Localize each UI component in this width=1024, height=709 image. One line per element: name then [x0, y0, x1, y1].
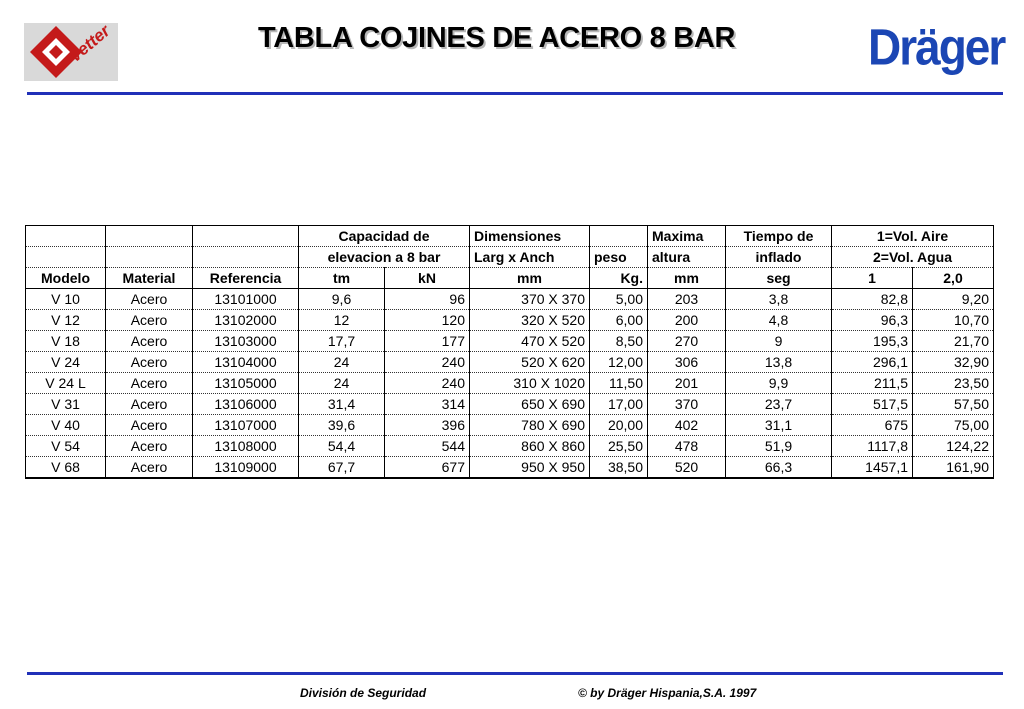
cell-vol-water: 161,90: [913, 457, 994, 479]
header-vol-2: 2,0: [913, 268, 994, 289]
header-height-mm: mm: [648, 268, 726, 289]
drager-logo: Dräger: [868, 18, 1005, 76]
cell-kn: 120: [385, 310, 470, 331]
cell-weight: 11,50: [590, 373, 648, 394]
header-capacity: Capacidad de: [299, 226, 470, 247]
footer-division: División de Seguridad: [300, 686, 427, 700]
cell-reference: 13107000: [193, 415, 299, 436]
cell-height: 370: [648, 394, 726, 415]
cell-vol-water: 32,90: [913, 352, 994, 373]
cell-vol-water: 75,00: [913, 415, 994, 436]
table-row: [26, 436, 994, 457]
header-volume-air: 1=Vol. Aire: [832, 226, 994, 247]
cell-weight: 8,50: [590, 331, 648, 352]
header-weight: peso: [590, 247, 648, 268]
cell-vol-water: 21,70: [913, 331, 994, 352]
header-cell: [106, 247, 193, 268]
cell-time: 31,1: [726, 415, 832, 436]
header-mm: mm: [470, 268, 590, 289]
cell-weight: 17,00: [590, 394, 648, 415]
cell-reference: 13105000: [193, 373, 299, 394]
cell-model: V 12: [26, 310, 106, 331]
table-row: [26, 394, 994, 415]
table-row: [26, 415, 994, 436]
cell-tm: 24: [299, 373, 385, 394]
cell-reference: 13101000: [193, 289, 299, 310]
cell-vol-air: 296,1: [832, 352, 913, 373]
header-kg: Kg.: [590, 268, 648, 289]
cell-vol-water: 57,50: [913, 394, 994, 415]
cell-tm: 31,4: [299, 394, 385, 415]
cell-reference: 13104000: [193, 352, 299, 373]
cell-height: 520: [648, 457, 726, 479]
top-divider: [27, 92, 1003, 95]
cell-model: V 18: [26, 331, 106, 352]
cell-reference: 13102000: [193, 310, 299, 331]
cell-time: 9,9: [726, 373, 832, 394]
cell-material: Acero: [106, 415, 193, 436]
cell-model: V 68: [26, 457, 106, 479]
cell-dimensions: 320 X 520: [470, 310, 590, 331]
cell-material: Acero: [106, 352, 193, 373]
cell-height: 306: [648, 352, 726, 373]
cell-weight: 5,00: [590, 289, 648, 310]
header-cell: [590, 226, 648, 247]
cell-weight: 20,00: [590, 415, 648, 436]
cell-dimensions: 520 X 620: [470, 352, 590, 373]
cell-height: 200: [648, 310, 726, 331]
cell-vol-water: 124,22: [913, 436, 994, 457]
cell-material: Acero: [106, 289, 193, 310]
cell-kn: 240: [385, 352, 470, 373]
cell-vol-air: 96,3: [832, 310, 913, 331]
cell-height: 402: [648, 415, 726, 436]
cell-material: Acero: [106, 457, 193, 479]
cell-dimensions: 780 X 690: [470, 415, 590, 436]
cell-kn: 396: [385, 415, 470, 436]
table-row: [26, 373, 994, 394]
header-row-2: [26, 247, 994, 268]
header-cell: [26, 226, 106, 247]
header-max-height-sub: altura: [648, 247, 726, 268]
cell-weight: 25,50: [590, 436, 648, 457]
cell-dimensions: 950 X 950: [470, 457, 590, 479]
header-capacity-sub: elevacion a 8 bar: [299, 247, 470, 268]
cell-height: 201: [648, 373, 726, 394]
table-row: [26, 289, 994, 310]
header-inflation-time: Tiempo de: [726, 226, 832, 247]
cell-material: Acero: [106, 331, 193, 352]
cell-tm: 54,4: [299, 436, 385, 457]
cell-model: V 10: [26, 289, 106, 310]
header-cell: [26, 247, 106, 268]
header-cell: [193, 226, 299, 247]
table-row: [26, 310, 994, 331]
cell-weight: 12,00: [590, 352, 648, 373]
cell-tm: 17,7: [299, 331, 385, 352]
cell-time: 3,8: [726, 289, 832, 310]
cell-reference: 13103000: [193, 331, 299, 352]
footer-copyright: © by Dräger Hispania,S.A. 1997: [578, 686, 757, 700]
cell-material: Acero: [106, 436, 193, 457]
table-row: [26, 352, 994, 373]
header-volume-water: 2=Vol. Agua: [832, 247, 994, 268]
cell-vol-water: 10,70: [913, 310, 994, 331]
cell-height: 270: [648, 331, 726, 352]
cell-weight: 6,00: [590, 310, 648, 331]
header-inflation-time-sub: inflado: [726, 247, 832, 268]
cell-vol-air: 517,5: [832, 394, 913, 415]
cell-reference: 13109000: [193, 457, 299, 479]
cell-tm: 67,7: [299, 457, 385, 479]
cell-dimensions: 470 X 520: [470, 331, 590, 352]
cell-vol-water: 23,50: [913, 373, 994, 394]
header-tm: tm: [299, 268, 385, 289]
bottom-divider: [27, 672, 1003, 675]
cell-model: V 24 L: [26, 373, 106, 394]
cell-kn: 240: [385, 373, 470, 394]
header-dimensions: Dimensiones: [470, 226, 590, 247]
cell-tm: 24: [299, 352, 385, 373]
cell-dimensions: 650 X 690: [470, 394, 590, 415]
header-seg: seg: [726, 268, 832, 289]
cell-dimensions: 370 X 370: [470, 289, 590, 310]
table-row: [26, 331, 994, 352]
page-title: TABLA COJINES DE ACERO 8 BAR: [258, 22, 736, 54]
cell-model: V 40: [26, 415, 106, 436]
header-cell: [193, 247, 299, 268]
cell-kn: 96: [385, 289, 470, 310]
cell-vol-air: 211,5: [832, 373, 913, 394]
cell-reference: 13106000: [193, 394, 299, 415]
header-material: Material: [106, 268, 193, 289]
vetter-logo: [24, 23, 118, 81]
header-row-3: [26, 268, 994, 289]
cell-kn: 677: [385, 457, 470, 479]
cell-vol-air: 1117,8: [832, 436, 913, 457]
header-model: Modelo: [26, 268, 106, 289]
header-row-1: [26, 226, 994, 247]
header-dimensions-sub: Larg x Anch: [470, 247, 590, 268]
header-kn: kN: [385, 268, 470, 289]
cell-material: Acero: [106, 394, 193, 415]
cell-vol-air: 195,3: [832, 331, 913, 352]
cell-time: 13,8: [726, 352, 832, 373]
cell-time: 23,7: [726, 394, 832, 415]
cell-vol-air: 82,8: [832, 289, 913, 310]
cell-material: Acero: [106, 373, 193, 394]
cell-dimensions: 860 X 860: [470, 436, 590, 457]
cell-material: Acero: [106, 310, 193, 331]
cell-kn: 314: [385, 394, 470, 415]
cell-tm: 12: [299, 310, 385, 331]
cell-dimensions: 310 X 1020: [470, 373, 590, 394]
cell-time: 9: [726, 331, 832, 352]
cell-reference: 13108000: [193, 436, 299, 457]
cell-kn: 177: [385, 331, 470, 352]
header-vol-1: 1: [832, 268, 913, 289]
cell-tm: 9,6: [299, 289, 385, 310]
cell-model: V 24: [26, 352, 106, 373]
cell-time: 51,9: [726, 436, 832, 457]
vetter-logo-text: vetter: [66, 21, 114, 66]
cell-height: 478: [648, 436, 726, 457]
cell-vol-air: 1457,1: [832, 457, 913, 479]
cell-model: V 54: [26, 436, 106, 457]
table-row: [26, 457, 994, 479]
header-reference: Referencia: [193, 268, 299, 289]
cell-height: 203: [648, 289, 726, 310]
cell-model: V 31: [26, 394, 106, 415]
header-cell: [106, 226, 193, 247]
spec-table: [25, 225, 994, 479]
cell-time: 4,8: [726, 310, 832, 331]
cell-time: 66,3: [726, 457, 832, 479]
header-max-height: Maxima: [648, 226, 726, 247]
cell-vol-water: 9,20: [913, 289, 994, 310]
cell-vol-air: 675: [832, 415, 913, 436]
cell-kn: 544: [385, 436, 470, 457]
cell-tm: 39,6: [299, 415, 385, 436]
cell-weight: 38,50: [590, 457, 648, 479]
